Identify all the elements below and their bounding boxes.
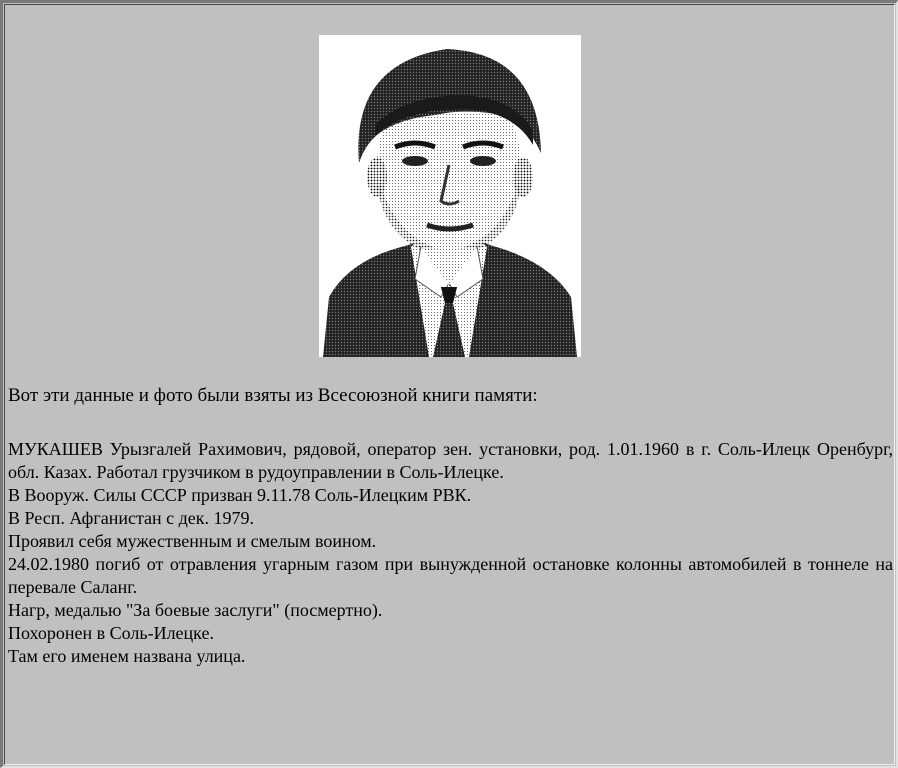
bio-line-buried: Похоронен в Соль-Илецке. (8, 623, 214, 643)
bio-line-service: В Вооруж. Силы СССР призван 9.11.78 Соль-Илецким РВК. (8, 485, 472, 505)
bio-line-courage: Проявил себя мужественным и смелым воином. (8, 531, 377, 551)
portrait-photo (319, 35, 581, 357)
bio-line-afghanistan: В Респ. Афганистан с дек. 1979. (8, 508, 255, 528)
bio-line-award: Нагр, медалью "За боевые заслуги" (посмертно). (8, 600, 383, 620)
bio-block (8, 438, 893, 668)
bio-paragraph: МУКАШЕВ Урызгалей Рахимович, рядовой, оператор зен. установки, род. 1.01.1960 в г. Соль-Илецк Оренбург, обл. Казах. Работал грузчиком в рудоуправлении в Соль-Илецке. (8, 439, 893, 482)
intro-text: Вот эти данные и фото были взяты из Всесоюзной книги памяти: (8, 385, 538, 406)
bio-line-death: 24.02.1980 погиб от отравления угарным газом при вынужденной остановке колонны автомобилей в тоннеле на перевале Саланг. (8, 554, 893, 597)
portrait-photo-icon (319, 35, 581, 357)
bio-line-street: Там его именем названа улица. (8, 646, 246, 666)
